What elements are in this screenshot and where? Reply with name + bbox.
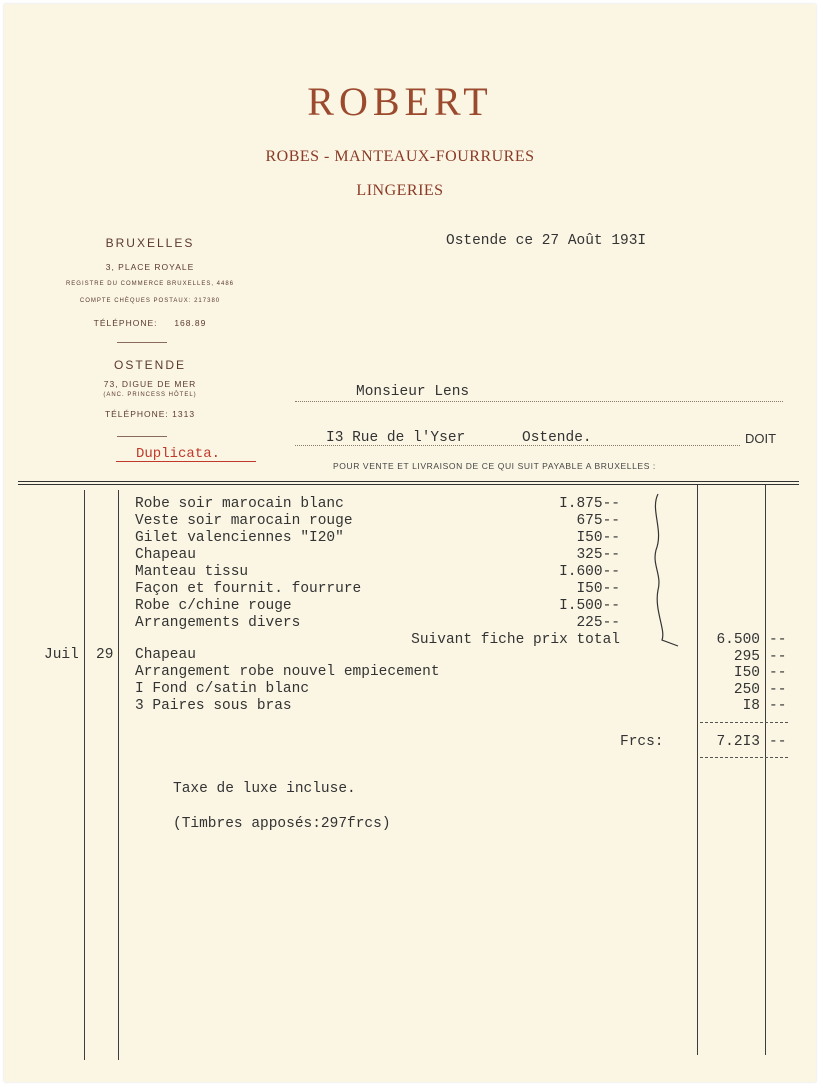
item-cents: -- <box>769 649 787 665</box>
recipient-name: Monsieur Lens <box>356 384 470 400</box>
payment-terms: POUR VENTE ET LIVRAISON DE CE QUI SUIT PAYABLE A BRUXELLES : <box>333 461 656 471</box>
duplicata-underline <box>116 461 256 462</box>
table-column-line-description <box>118 490 119 1060</box>
item-price: I50-- <box>576 581 620 597</box>
ostende-city: OSTENDE <box>113 358 186 372</box>
item-amount: I8 <box>742 698 760 714</box>
duplicata-stamp: Duplicata. <box>136 446 221 462</box>
total-label: Frcs: <box>620 734 664 750</box>
ostende-telephone: TÉLÉPHONE: 1313 <box>104 409 196 419</box>
total-amount: 7.2I3 <box>716 734 760 750</box>
bruxelles-compte: COMPTE CHÈQUES POSTAUX: 217380 <box>79 298 221 304</box>
total-rule-bottom <box>700 757 788 758</box>
item-description: Arrangements divers <box>135 615 301 631</box>
item-price: I.600-- <box>559 564 620 580</box>
item-cents: -- <box>769 698 787 714</box>
table-top-rule-2 <box>18 484 799 485</box>
subtotal-cents: -- <box>769 632 787 648</box>
item-amount: 295 <box>733 649 760 665</box>
total-rule-top <box>700 722 788 723</box>
doit-label: DOIT <box>745 431 777 446</box>
item-description: Façon et fournit. fourrure <box>135 581 362 597</box>
brace-mark <box>648 490 688 652</box>
item-description: I Fond c/satin blanc <box>135 681 310 697</box>
stamps-note: (Timbres apposés:297frcs) <box>173 816 391 832</box>
recipient-line-2 <box>295 445 740 446</box>
item-price: 675-- <box>576 513 620 529</box>
item-description: 3 Paires sous bras <box>135 698 292 714</box>
item-cents: -- <box>769 665 787 681</box>
entry-date-day: 29 <box>96 647 114 663</box>
item-amount: I50 <box>733 665 760 681</box>
item-description: Chapeau <box>135 547 196 563</box>
bruxelles-city: BRUXELLES <box>105 236 195 250</box>
entry-date-month: Juil <box>44 647 79 663</box>
item-description: Veste soir marocain rouge <box>135 513 353 529</box>
bruxelles-telephone: TÉLÉPHONE: 168.89 <box>93 318 207 328</box>
table-column-line-amount <box>697 485 698 1055</box>
item-price: I.500-- <box>559 598 620 614</box>
brand-subtitle-line2: LINGERIES <box>356 182 444 199</box>
item-description: Robe c/chine rouge <box>135 598 292 614</box>
brand-subtitle-line1: ROBES - MANTEAUX-FOURRURES <box>265 148 535 165</box>
item-cents: -- <box>769 682 787 698</box>
recipient-city: Ostende. <box>522 430 592 446</box>
address-divider <box>117 342 167 343</box>
item-price: 325-- <box>576 547 620 563</box>
ostende-note: (ANC. PRINCESS HÔTEL) <box>103 392 197 398</box>
recipient-line-1 <box>295 401 783 402</box>
item-description: Robe soir marocain blanc <box>135 496 344 512</box>
subtotal-label: Suivant fiche prix total <box>411 632 620 648</box>
item-price: I.875-- <box>559 496 620 512</box>
luxury-tax-note: Taxe de luxe incluse. <box>173 781 356 797</box>
total-cents: -- <box>769 734 787 750</box>
bruxelles-registre: REGISTRE DU COMMERCE BRUXELLES, 4486 <box>65 281 235 287</box>
item-description: Arrangement robe nouvel empiecement <box>135 664 440 680</box>
item-description: Manteau tissu <box>135 564 249 580</box>
table-column-line-cents <box>765 485 766 1055</box>
table-top-rule <box>18 481 799 482</box>
item-price: I50-- <box>576 530 620 546</box>
table-column-line-date <box>84 490 85 1060</box>
item-price: 225-- <box>576 615 620 631</box>
subtotal-amount: 6.500 <box>716 632 760 648</box>
address-divider-2 <box>117 436 167 437</box>
item-amount: 250 <box>733 682 760 698</box>
item-description: Gilet valenciennes "I20" <box>135 530 344 546</box>
item-description: Chapeau <box>135 647 196 663</box>
ostende-address: 73, DIGUE DE MER <box>103 379 197 389</box>
brand-name: ROBERT <box>307 79 493 124</box>
invoice-date: Ostende ce 27 Août 193I <box>446 233 647 249</box>
recipient-street: I3 Rue de l'Yser <box>326 430 466 446</box>
bruxelles-address: 3, PLACE ROYALE <box>105 262 195 272</box>
